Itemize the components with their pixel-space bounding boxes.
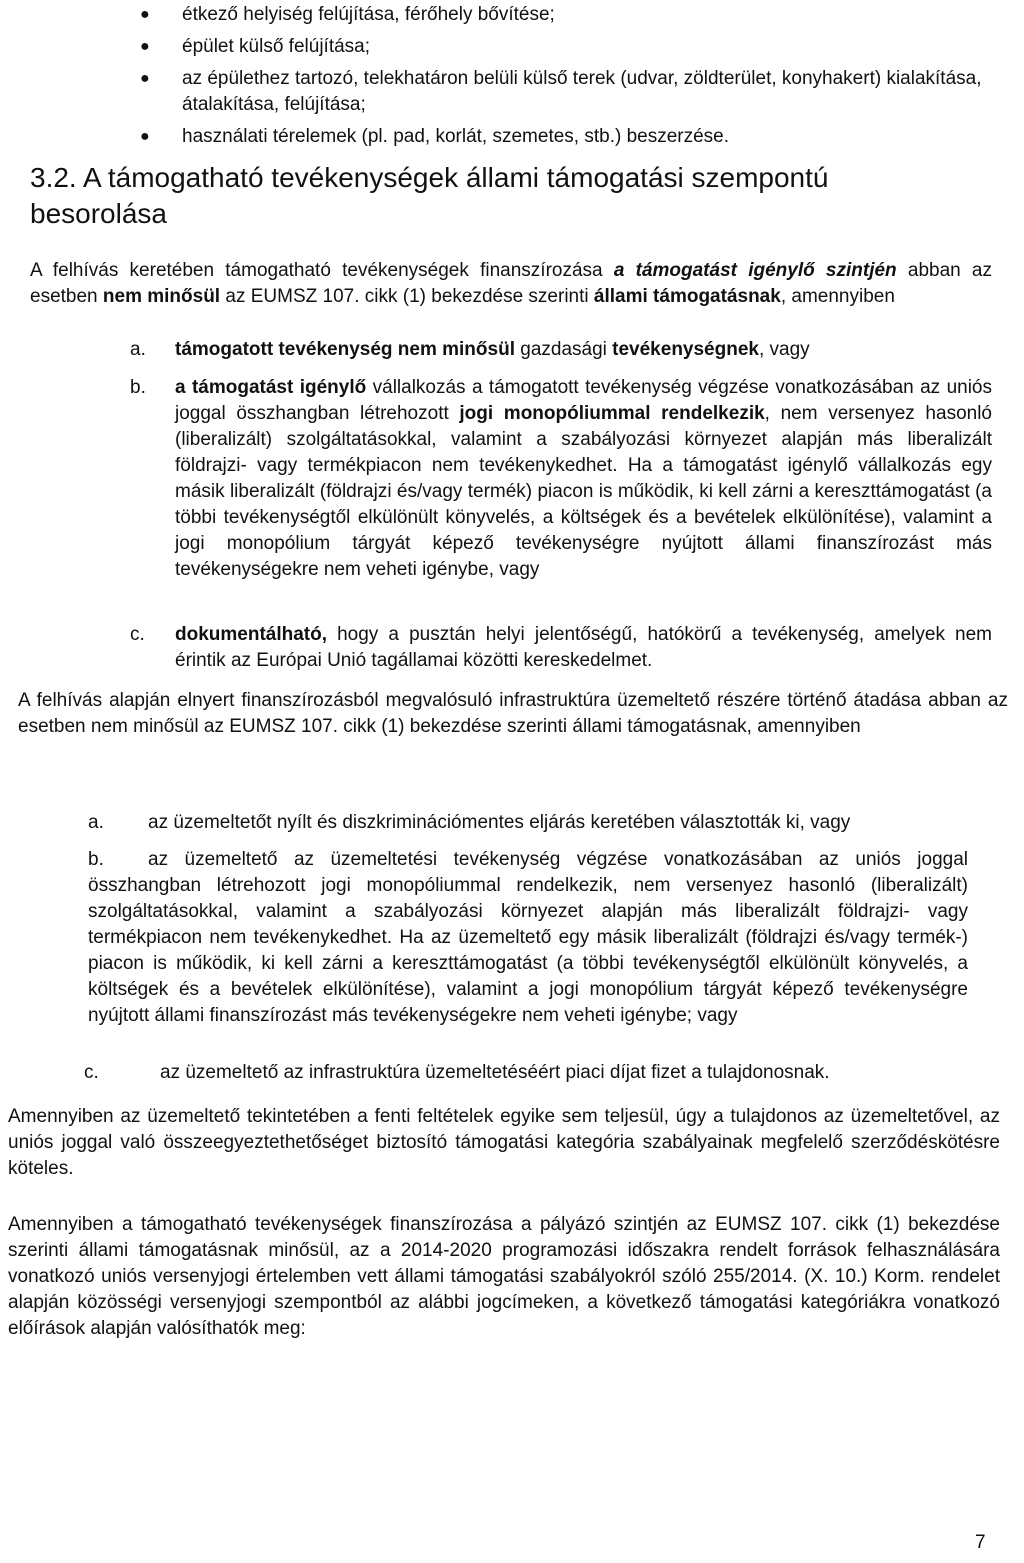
paragraph-2: A felhívás alapján elnyert finanszírozásból megvalósuló infrastruktúra üzemeltető részére történő átadása abban az esetben nem minősül az EUMSZ 107. cikk (1) bekezdése szerinti állami támogatásnak, amennyiben [18,690,1008,737]
list2-item-c [84,1060,964,1086]
section-heading: 3.2. A támogatható tevékenységek állami támogatási szempontú besorolása [30,162,829,229]
list1-item-b [130,375,992,583]
item-text: gazdasági [514,339,613,360]
list2-item-b [88,847,968,1029]
bullet-icon: ● [140,70,150,87]
intro-text: , amennyiben [780,286,895,307]
list-item [137,34,987,60]
list2-item-a [88,810,968,836]
item-text: , vagy [758,339,810,360]
bullet-text: étkező helyiség felújítása, férőhely bővítése; [182,4,555,25]
item-label: b. [88,849,104,870]
item-text: hogy a pusztán helyi jelentőségű, hatókörű a tevékenység, amelyek nem érintik az Európai Unió tagállamai közötti kereskedelmet. [175,624,992,671]
bullet-text: az épülethez tartozó, telekhatáron belüli külső terek (udvar, zöldterület, konyhakert) kialakítása, átalakítása, felújítása; [182,68,982,115]
bullet-text: használati térelemek (pl. pad, korlát, szemetes, stb.) beszerzése. [182,126,730,147]
item-label: c. [84,1062,99,1083]
intro-text: az EUMSZ 107. cikk (1) bekezdése szerinti [220,286,594,307]
item-text: vállalkozás a támogatott tevékenység végzése vonatkozásában az uniós joggal összhangban létrehozott [175,377,992,424]
bullet-icon: ● [140,6,150,23]
paragraph-4: Amennyiben a támogatható tevékenységek finanszírozása a pályázó szintjén az EUMSZ 107. cikk (1) bekezdése szerinti állami támogatásnak minősül, az a 2014-2020 programozási időszakra rendelt források felhasználására vonatkozó uniós versenyjogi értelemben vett állami támogatási szabályokról szóló 255/2014. (X. 10.) Korm. rendelet alapján közösségi versenyjogi szempontból az alábbi jogcímeken, a következő támogatási kategóriákra vonatkozó előírások alapján valósíthatók meg: [8,1214,1000,1339]
bullet-icon: ● [140,38,150,55]
list-item [137,2,987,28]
item-bold: jogi monopóliummal rendelkezik [459,403,765,424]
item-bold: dokumentálható, [175,624,328,645]
item-text: az üzemeltető az infrastruktúra üzemeltetéséért piaci díjat fizet a tulajdonosnak. [160,1062,830,1083]
item-bold: a támogatást igénylő [175,377,367,398]
item-text: az üzemeltetőt nyílt és diszkriminációmentes eljárás keretében választották ki, vagy [148,812,851,833]
list1-item-c [130,622,992,674]
item-text: , nem versenyez hasonló (liberalizált) szolgáltatásokkal, valamint a szabályozási környezet alapján más liberalizált földrajzi- vagy termékpiacon nem tevékenykedhet. Ha a támogatást igénylő vállalkozás egy másik liberalizált (földrajzi és/vagy termék) piacon is működik, ki kell zárni a kereszttámogatást (a többi tevékenységtől elkülönült könyvelés, a költségek és a bevételek elkülönítése), valamint a jogi monopólium tárgyát képező tevékenységre nyújtott állami finanszírozást más tevékenységekre nem veheti igénybe, vagy [175,403,992,580]
item-bold: támogatott tevékenység nem minősül [175,339,515,360]
item-label: c. [130,624,145,645]
page-number: 7 [975,1532,986,1553]
list-item [137,66,987,118]
list1-item-a [130,337,985,363]
item-bold: tevékenységnek [612,339,759,360]
intro-bold: nem minősül [102,286,221,307]
item-label: a. [130,339,146,360]
item-label: b. [130,377,146,398]
bullet-icon: ● [140,128,150,145]
paragraph-3: Amennyiben az üzemeltető tekintetében a fenti feltételek egyike sem teljesül, úgy a tulajdonos az üzemeltetővel, az uniós joggal való összeegyeztethetőséget biztosító támogatási kategória szabályainak megfelelő szerződéskötésre köteles. [8,1106,1000,1179]
intro-emphasis: a támogatást igénylő szintjén [613,260,897,281]
intro-paragraph [30,258,992,310]
item-label: a. [88,812,104,833]
list-item [137,124,987,150]
intro-text: A felhívás keretében támogatható tevékenységek finanszírozása [30,260,614,281]
bullet-text: épület külső felújítása; [182,36,371,57]
intro-text: abban az esetben [30,260,992,307]
item-text: az üzemeltető az üzemeltetési tevékenység végzése vonatkozásában az uniós joggal összhangban létrehozott jogi monopóliummal rendelkezik, nem versenyez hasonló (liberalizált) szolgáltatásokkal, valamint a szabályozási környezet alapján más liberalizált földrajzi- vagy termékpiacon nem tevékenykedhet. Ha az üzemeltető egy másik liberalizált (földrajzi és/vagy termék-) piacon is működik, ki kell zárni a kereszttámogatást (a többi tevékenységtől elkülönült könyvelés, a költségek és a bevételek elkülönítése), valamint a jogi monopólium tárgyát képező tevékenységre nyújtott állami finanszírozást más tevékenységekre nem veheti igénybe; vagy [88,849,968,1026]
intro-bold: állami támogatásnak [593,286,781,307]
bullet-list [137,2,987,156]
